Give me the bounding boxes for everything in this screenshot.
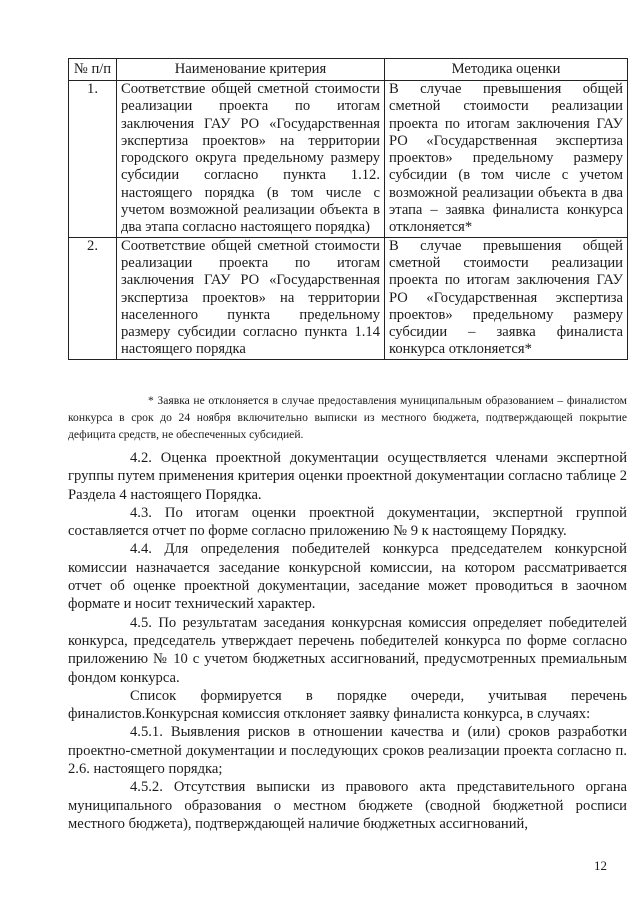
header-method: Методика оценки [385,59,628,81]
criterion-cell: Соответствие общей сметной стоимости реализации проекта по итогам заключения ГАУ РО «Государственная экспертиза проектов» на территории населенного пункта предельному размеру субсидии согласно пункта 1.14 настоящего порядка [117,237,385,359]
criteria-table [68,58,628,360]
criterion-cell: Соответствие общей сметной стоимости реализации проекта по итогам заключения ГАУ РО «Государственная экспертиза проектов» на территории городского округа предельному размеру субсидии согласно пункта 1.12. настоящего порядка (в том числе с учетом возможной реализации объекта в два этапа согласно настоящего порядка) [117,81,385,238]
paragraph-4-2: 4.2. Оценка проектной документации осуществляется членами экспертной группы путем применения критерия оценки проектной документации согласно таблице 2 Раздела 4 настоящего Порядка. [68,450,627,503]
method-cell: В случае превышения общей сметной стоимости реализации проекта по итогам заключения ГАУ РО «Государственная экспертиза проектов» предельному размеру субсидии (в том числе с учетом возможной реализации объекта в два этапа – заявка финалиста конкурса отклоняется* [385,81,628,238]
table-footnote: * Заявка не отклоняется в случае предоставления муниципальным образованием – финалистом конкурса в срок до 24 ноября включительно выписки из местного бюджета, подтверждающей покрытие дефицита средств, не обеспеченных субсидией. [68,394,627,441]
row-number: 1. [69,81,117,238]
header-criterion: Наименование критерия [117,59,385,81]
paragraph-4-5-1: 4.5.1. Выявления рисков в отношении качества и (или) сроков разработки проектно-сметной документации и последующих сроков реализации проекта согласно п. 2.6. настоящего порядка; [68,724,627,778]
page-number: 12 [594,858,607,873]
row-number: 2. [69,237,117,359]
method-cell: В случае превышения общей сметной стоимости реализации проекта по итогам заключения ГАУ РО «Государственная экспертиза проектов» предельному размеру субсидии – заявка финалиста конкурса отклоняется* [385,237,628,359]
paragraph-4-3: 4.3. По итогам оценки проектной документации, экспертной группой составляется отчет по форме согласно приложению № 9 к настоящему Порядку. [68,504,627,540]
paragraph-4-5-2: 4.5.2. Отсутствия выписки из правового акта представительного органа муниципального образования о местном бюджете (сводной бюджетной росписи местного бюджета), подтверждающей наличие бюджетных ассигнований, [68,779,627,832]
paragraph-4-4: 4.4. Для определения победителей конкурса председателем конкурсной комиссии назначается заседание конкурсной комиссии, на котором рассматривается отчет об оценке проектной документации, заседание может проводиться в заочном формате и носит технический характер. [68,541,627,613]
paragraph-4-5: 4.5. По результатам заседания конкурсная комиссия определяет победителей конкурса, председатель утверждает перечень победителей конкурса по форме согласно приложению № 10 с учетом бюджетных ассигнований, предусмотренных премиальным фондом конкурса. [68,614,627,686]
table-header-row [69,59,628,81]
paragraph-list-order: Список формируется в порядке очереди, учитывая перечень финалистов.Конкурсная комиссия отклоняет заявку финалиста конкурса, в случаях: [68,687,627,723]
table-row [69,237,628,359]
body-text [68,449,627,833]
table-row [69,81,628,238]
header-number: № п/п [69,59,117,81]
